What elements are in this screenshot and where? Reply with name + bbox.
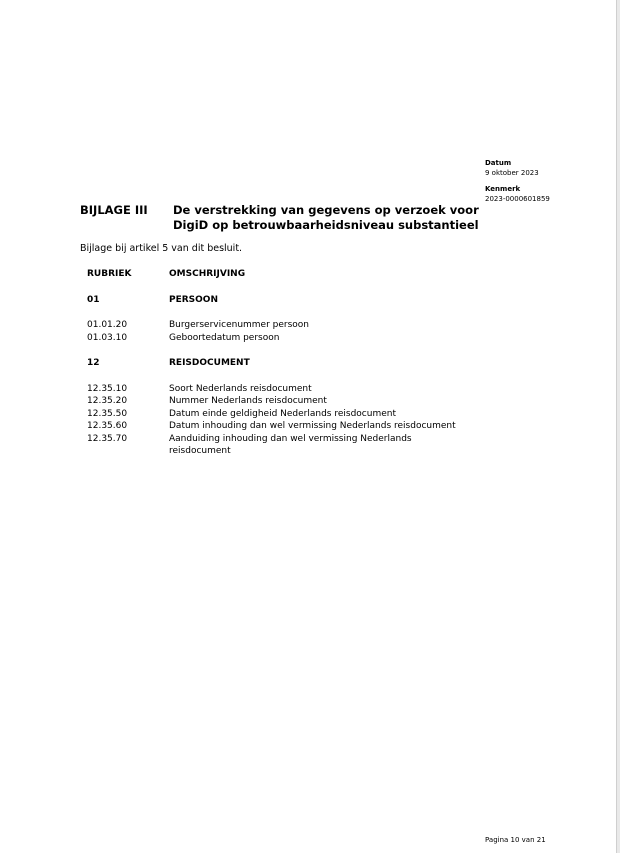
table-header bbox=[87, 268, 487, 281]
table-row bbox=[87, 332, 487, 345]
table-row bbox=[87, 433, 487, 458]
row-description: Nummer Nederlands reisdocument bbox=[169, 396, 327, 406]
group-header-reisdocument bbox=[87, 357, 487, 370]
row-description: Datum einde geldigheid Nederlands reisdocument bbox=[169, 408, 396, 419]
datum-value: 9 oktober 2023 bbox=[485, 169, 539, 177]
annex-heading bbox=[173, 203, 483, 233]
kenmerk-label: Kenmerk bbox=[485, 185, 521, 193]
row-code: 12.35.60 bbox=[87, 421, 128, 431]
header-omschrijving: OMSCHRIJVING bbox=[169, 269, 246, 279]
annex-heading-line-1: De verstrekking van gegevens op verzoek voor bbox=[173, 203, 479, 217]
row-description-line-1: Aanduiding inhouding dan wel vermissing Nederlands bbox=[169, 433, 412, 444]
row-code: 12.35.10 bbox=[87, 383, 128, 394]
data-table bbox=[87, 268, 487, 458]
row-description: Burgerservicenummer persoon bbox=[169, 320, 310, 330]
row-description bbox=[169, 433, 469, 458]
group-name: PERSOON bbox=[169, 294, 218, 305]
table-row bbox=[87, 383, 487, 396]
row-description: Geboortedatum persoon bbox=[169, 332, 280, 343]
row-code: 01.03.10 bbox=[87, 332, 128, 343]
annex-heading-line-2: DigiD op betrouwbaarheidsniveau substantieel bbox=[173, 218, 479, 232]
datum-label: Datum bbox=[485, 159, 512, 167]
kenmerk-value: 2023-0000601859 bbox=[485, 195, 550, 203]
row-description-line-2: reisdocument bbox=[169, 446, 231, 456]
table-row bbox=[87, 395, 487, 408]
annex-number: BIJLAGE III bbox=[80, 203, 148, 217]
row-description: Soort Nederlands reisdocument bbox=[169, 383, 312, 394]
document-metadata bbox=[485, 158, 605, 210]
row-code: 12.35.50 bbox=[87, 408, 128, 419]
intro-text: Bijlage bij artikel 5 van dit besluit. bbox=[80, 243, 243, 254]
table-row bbox=[87, 319, 487, 332]
row-code: 12.35.70 bbox=[87, 433, 128, 444]
group-header-persoon bbox=[87, 294, 487, 307]
group-code: 12 bbox=[87, 358, 100, 368]
header-rubriek: RUBRIEK bbox=[87, 269, 132, 279]
page-number: Pagina 10 van 21 bbox=[485, 836, 546, 844]
group-name: REISDOCUMENT bbox=[169, 358, 250, 368]
table-row bbox=[87, 408, 487, 421]
row-description: Datum inhouding dan wel vermissing Nederlands reisdocument bbox=[169, 421, 456, 431]
group-code: 01 bbox=[87, 294, 100, 305]
row-code: 12.35.20 bbox=[87, 396, 128, 406]
table-row bbox=[87, 420, 487, 433]
row-code: 01.01.20 bbox=[87, 320, 128, 330]
